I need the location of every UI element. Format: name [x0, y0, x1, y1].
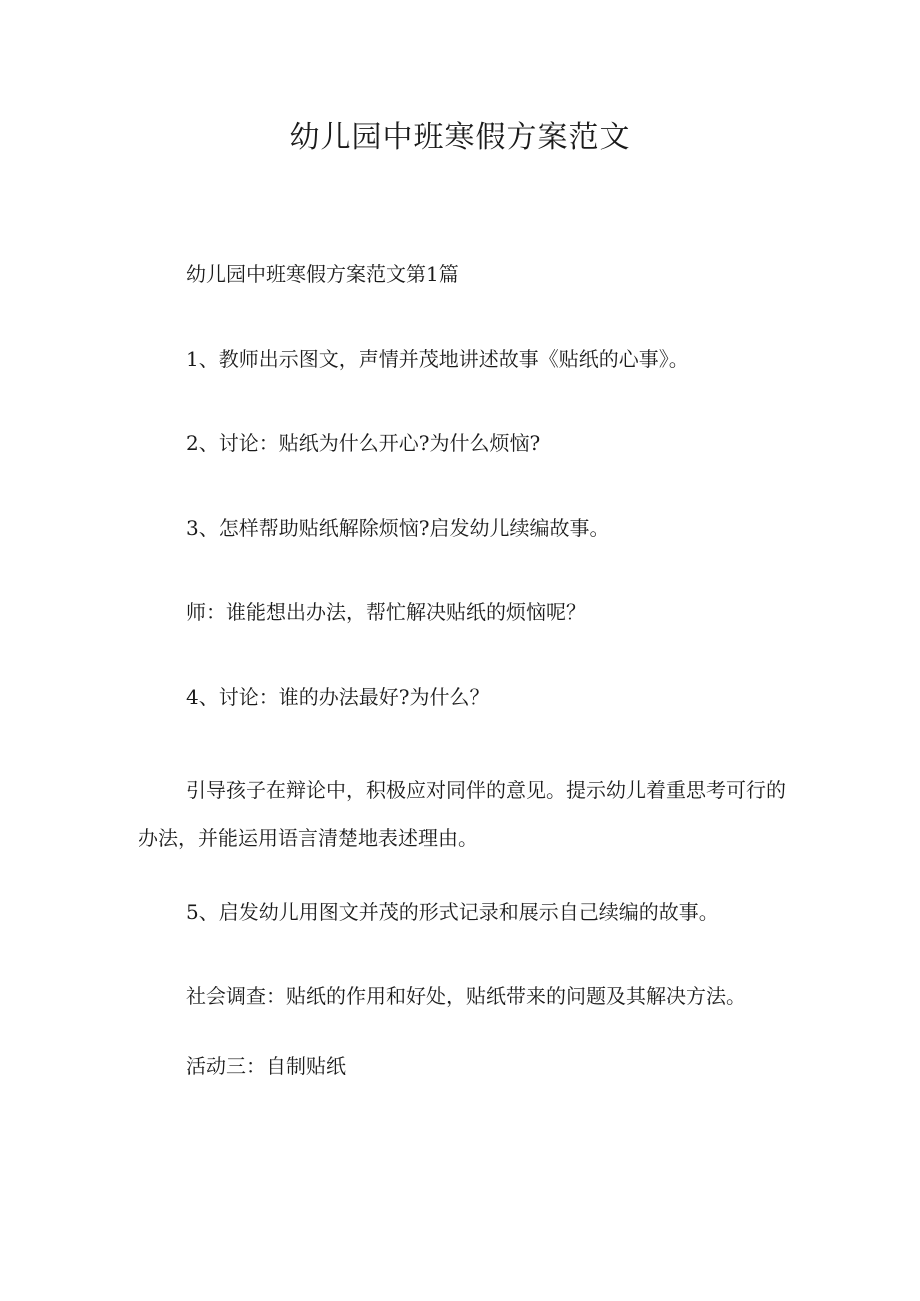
paragraph-activity-three: 活动三：自制贴纸	[186, 1054, 346, 1078]
paragraph-step-5: 5、启发幼儿用图文并茂的形式记录和展示自己续编的故事。	[186, 900, 719, 924]
paragraph-step-2: 2、讨论：贴纸为什么开心?为什么烦恼?	[186, 431, 541, 455]
paragraph-social-survey: 社会调查：贴纸的作用和好处，贴纸带来的问题及其解决方法。	[186, 984, 746, 1008]
paragraph-teacher-question: 师：谁能想出办法，帮忙解决贴纸的烦恼呢？	[186, 600, 586, 624]
paragraph-step-4: 4、讨论：谁的办法最好?为什么？	[186, 685, 490, 709]
section-heading: 幼儿园中班寒假方案范文第1篇	[186, 262, 459, 286]
paragraph-step-3: 3、怎样帮助贴纸解除烦恼?启发幼儿续编故事。	[186, 516, 610, 540]
paragraph-step-1: 1、教师出示图文，声情并茂地讲述故事《贴纸的心事》。	[186, 347, 689, 371]
document-title: 幼儿园中班寒假方案范文	[289, 120, 631, 155]
paragraph-guidance: 引导孩子在辩论中，积极应对同伴的意见。提示幼儿着重思考可行的办法，并能运用语言清楚地表述理由。	[138, 778, 786, 850]
